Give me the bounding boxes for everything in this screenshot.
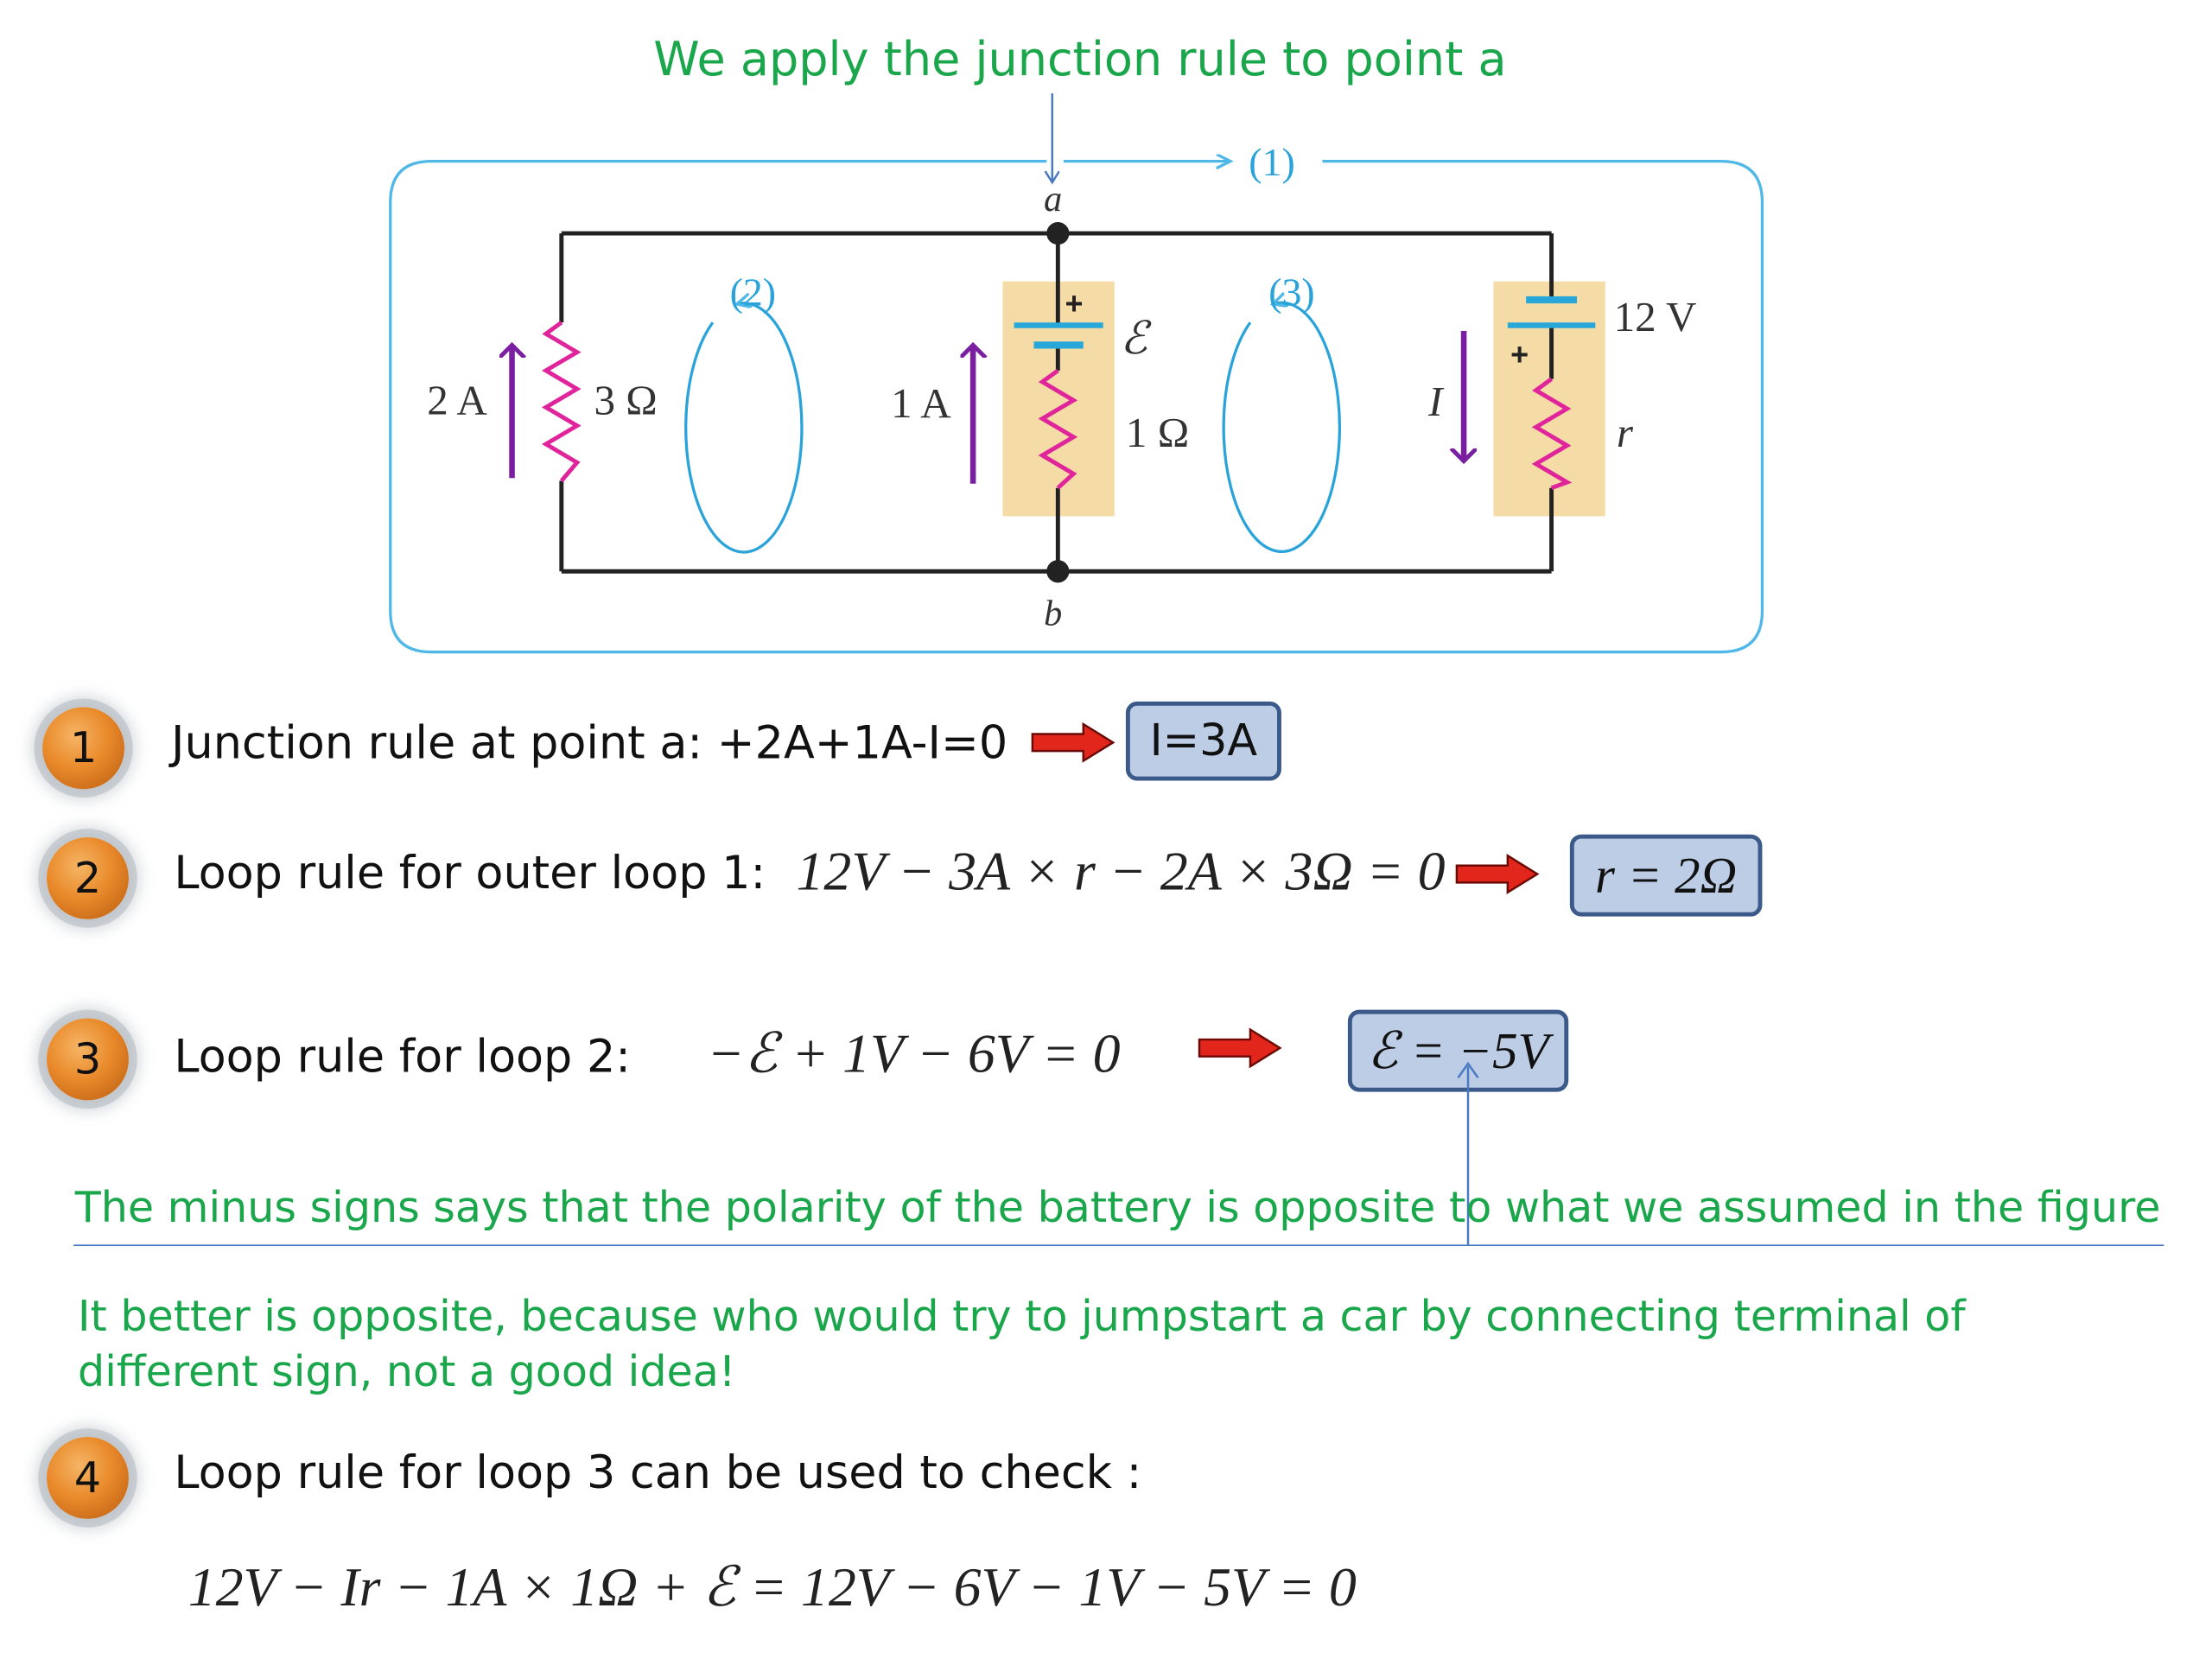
step-badge-2: 2 <box>47 837 129 919</box>
emf-plus-sign: + <box>1065 285 1084 321</box>
right-resistor-label: r <box>1616 409 1633 457</box>
right-voltage-label: 12 V <box>1613 293 1697 341</box>
emf-symbol: ℰ <box>1120 314 1148 365</box>
circuit-diagram <box>0 0 2212 664</box>
mid-resistor-label: 1 Ω <box>1125 409 1190 457</box>
loop2-arrow <box>686 303 802 552</box>
jumpstart-note-line2: different sign, not a good idea! <box>78 1347 736 1398</box>
note-divider <box>73 1244 2164 1246</box>
loop2-label: (2) <box>729 270 777 315</box>
step4-equation: 12V − Ir − 1A × 1Ω + ℰ = 12V − 6V − 1V − 5V = 0 <box>188 1557 1357 1618</box>
step2-label: Loop rule for outer loop 1: <box>174 845 766 900</box>
loop3-label: (3) <box>1268 270 1315 315</box>
step2-result-arrow <box>1454 851 1541 896</box>
step-badge-4: 4 <box>47 1437 129 1519</box>
step1-result: I=3A <box>1126 702 1281 781</box>
step2-result: r = 2Ω <box>1570 835 1763 917</box>
node-b <box>1046 560 1069 582</box>
step3-result: ℰ = −5V <box>1348 1010 1568 1092</box>
junction-annotation: We apply the junction rule to point a <box>653 31 1507 86</box>
step-badge-3: 3 <box>47 1018 129 1100</box>
step2-equation: 12V − 3A × r − 2A × 3Ω = 0 <box>796 841 1446 903</box>
minus-sign-note: The minus signs says that the polarity of the battery is opposite to what we assumed in the figure <box>74 1184 2161 1234</box>
left-current-label: 2 A <box>427 376 487 424</box>
step1-result-arrow <box>1030 720 1117 765</box>
right-current-label: I <box>1428 378 1443 426</box>
step3-result-arrow <box>1197 1026 1284 1071</box>
right-plus-sign: + <box>1510 336 1529 372</box>
loop3-arrow <box>1224 302 1339 551</box>
step3-equation: −ℰ + 1V − 6V = 0 <box>707 1024 1121 1085</box>
jumpstart-note-line1: It better is opposite, because who would try to jumpstart a car by connecting terminal of <box>78 1293 1966 1343</box>
step1-label: Junction rule at point a: +2A+1A-I=0 <box>171 715 1008 770</box>
left-resistor-label: 3 Ω <box>594 376 658 424</box>
step3-label: Loop rule for loop 2: <box>174 1029 631 1084</box>
point-a-label: a <box>1043 178 1063 219</box>
step4-label: Loop rule for loop 3 can be used to check : <box>174 1445 1142 1500</box>
mid-current-label: 1 A <box>891 378 951 427</box>
point-b-label: b <box>1043 593 1063 634</box>
resistor-3ohm <box>546 322 577 480</box>
step-badge-1: 1 <box>42 707 124 789</box>
loop1-label: (1) <box>1249 139 1295 184</box>
node-a <box>1046 222 1069 245</box>
